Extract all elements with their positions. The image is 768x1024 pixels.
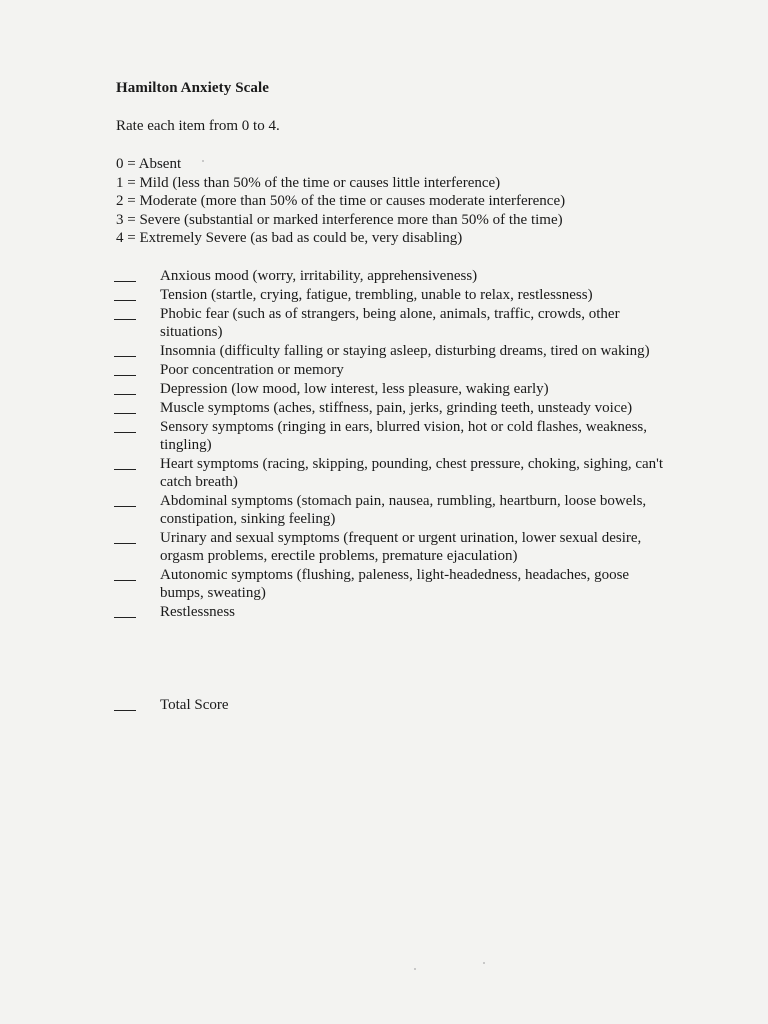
score-blank[interactable] — [114, 506, 136, 507]
symptom-label: Heart symptoms (racing, skipping, pounding, chest pressure, choking, sighing, can't catch breath) — [160, 456, 664, 490]
score-blank[interactable] — [114, 300, 136, 301]
total-score-blank[interactable] — [114, 710, 136, 711]
symptom-label: Restlessness — [160, 604, 235, 620]
symptom-label: Sensory symptoms (ringing in ears, blurred vision, hot or cold flashes, weakness, tingling) — [160, 419, 648, 453]
symptom-item-concentration — [114, 361, 674, 379]
symptom-item-depression — [114, 380, 674, 398]
score-blank[interactable] — [114, 617, 136, 618]
legend-item-4: 4 = Extremely Severe (as bad as could be, very disabling) — [116, 230, 463, 247]
symptom-item-autonomic — [114, 566, 674, 602]
symptom-label: Depression (low mood, low interest, less pleasure, waking early) — [160, 381, 549, 397]
score-blank[interactable] — [114, 281, 136, 282]
score-blank[interactable] — [114, 375, 136, 376]
legend-item-1: 1 = Mild (less than 50% of the time or causes little interference) — [116, 174, 501, 191]
scan-speck — [202, 160, 204, 162]
total-score-row — [114, 696, 460, 714]
symptom-item-restlessness — [114, 603, 674, 621]
score-blank[interactable] — [114, 413, 136, 414]
score-blank[interactable] — [114, 469, 136, 470]
legend-item-3: 3 = Severe (substantial or marked interference more than 50% of the time) — [116, 211, 563, 228]
symptom-label: Anxious mood (worry, irritability, apprehensiveness) — [160, 268, 478, 284]
score-blank[interactable] — [114, 319, 136, 320]
legend-item-0: 0 = Absent — [116, 156, 182, 172]
symptom-item-urinary-sexual — [114, 529, 674, 565]
symptom-label: Autonomic symptoms (flushing, paleness, light-headedness, headaches, goose bumps, sweating) — [160, 567, 630, 601]
scan-speck — [414, 968, 416, 970]
symptom-label: Tension (startle, crying, fatigue, trembling, unable to relax, restlessness) — [160, 287, 593, 303]
score-blank[interactable] — [114, 432, 136, 433]
rating-legend — [116, 155, 565, 248]
symptom-item-heart — [114, 455, 674, 491]
score-blank[interactable] — [114, 543, 136, 544]
rating-instruction: Rate each item from 0 to 4. — [116, 118, 280, 134]
symptom-label: Poor concentration or memory — [160, 362, 344, 378]
score-blank[interactable] — [114, 580, 136, 581]
symptom-item-insomnia — [114, 342, 674, 360]
symptom-item-muscle — [114, 399, 674, 417]
symptom-item-tension — [114, 286, 674, 304]
symptom-item-abdominal — [114, 492, 674, 528]
symptom-label: Urinary and sexual symptoms (frequent or urgent urination, lower sexual desire, orgasm problems, erectile problems, premature ejaculation) — [160, 530, 642, 564]
symptom-list — [114, 267, 674, 622]
scan-speck — [483, 962, 485, 964]
legend-item-2: 2 = Moderate (more than 50% of the time or causes moderate interference) — [116, 193, 566, 210]
score-blank[interactable] — [114, 356, 136, 357]
symptom-item-anxious-mood — [114, 267, 674, 285]
symptom-label: Muscle symptoms (aches, stiffness, pain, jerks, grinding teeth, unsteady voice) — [160, 400, 633, 416]
page-title: Hamilton Anxiety Scale — [116, 80, 270, 96]
symptom-item-sensory — [114, 418, 674, 454]
symptom-label: Phobic fear (such as of strangers, being alone, animals, traffic, crowds, other situations) — [160, 306, 620, 340]
score-blank[interactable] — [114, 394, 136, 395]
symptom-label: Abdominal symptoms (stomach pain, nausea, rumbling, heartburn, loose bowels, constipation, sinking feeling) — [160, 493, 647, 527]
symptom-label: Insomnia (difficulty falling or staying asleep, disturbing dreams, tired on waking) — [160, 343, 650, 359]
total-score-label: Total Score — [160, 697, 229, 713]
symptom-item-phobic-fear — [114, 305, 674, 341]
